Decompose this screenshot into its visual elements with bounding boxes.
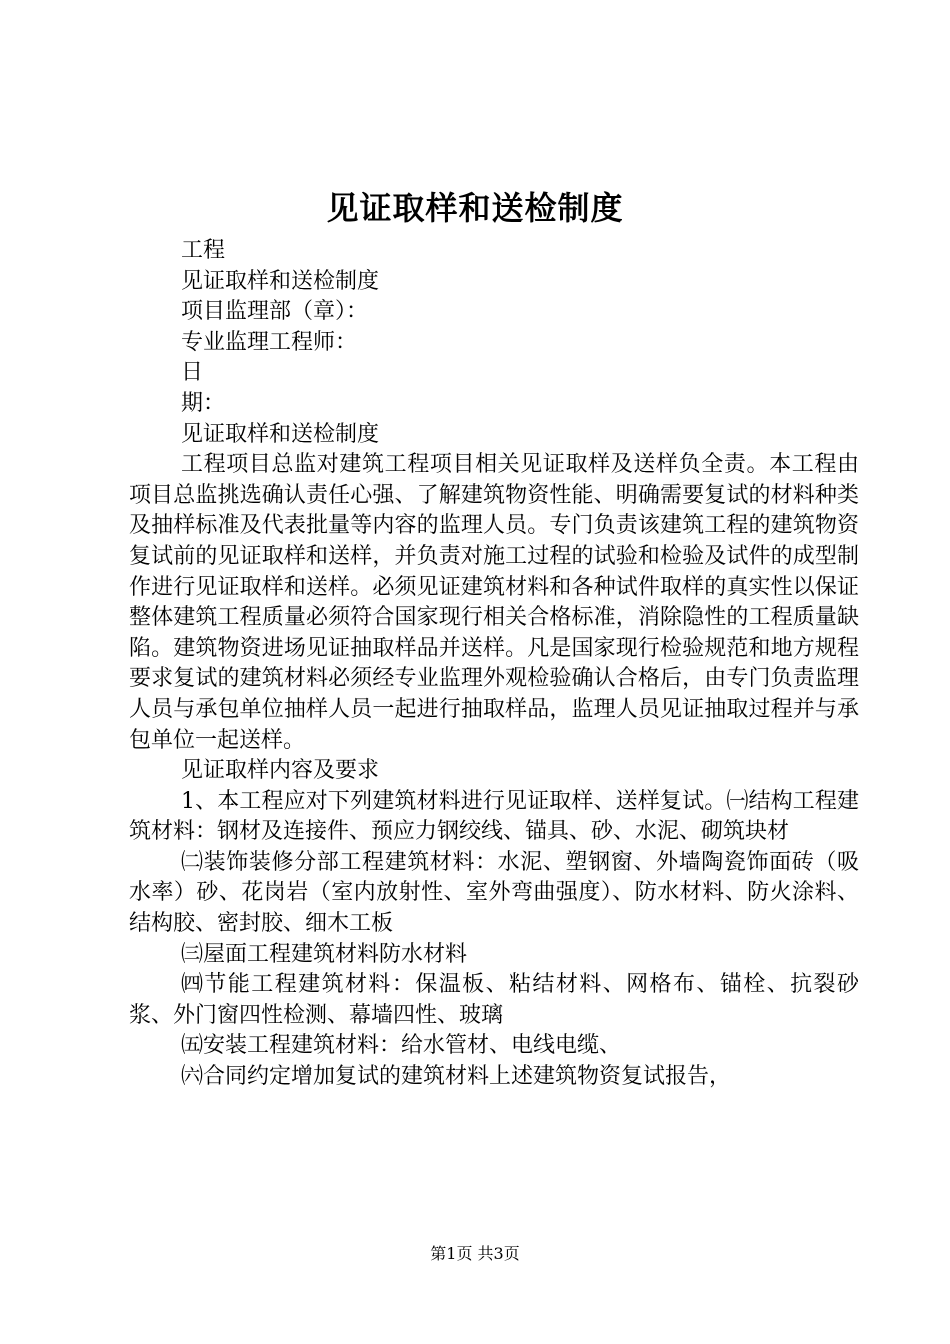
subheading: 见证取样内容及要求	[181, 758, 380, 784]
cover-project: 工程	[181, 238, 226, 263]
page-footer: 第1页 共3页	[430, 1244, 520, 1263]
document-content	[129, 236, 859, 1093]
list-item-4: ㈣节能工程建筑材料：保温板、粘结材料、网格布、锚栓、抗裂砂浆、外门窗四性检测、幕墙四性、玻璃	[129, 972, 859, 1028]
cover-date-label-1: 日	[181, 360, 204, 386]
body-paragraph-1: 工程项目总监对建筑工程项目相关见证取样及送样负全责。本工程由项目总监挑选确认责任心强、了解建筑物资性能、明确需要复试的材料种类及抽样标准及代表批量等内容的监理人员。专门负责该建筑工程的建筑物资复试前的见证取样和送样，并负责对施工过程的试验和检验及试件的成型制作进行见证取样和送样。必须见证建筑材料和各种试件取样的真实性以保证整体建筑工程质量必须符合国家现行相关合格标准，消除隐性的工程质量缺陷。建筑物资进场见证抽取样品并送样。凡是国家现行检验规范和地方规程要求复试的建筑材料必须经专业监理外观检验确认合格后，由专门负责监理人员与承包单位抽样人员一起进行抽取样品，监理人员见证抽取过程并与承包单位一起送样。	[129, 452, 859, 753]
cover-date-label-2: 期：	[181, 390, 226, 416]
list-item-6: ㈥合同约定增加复试的建筑材料上述建筑物资复试报告，	[181, 1064, 732, 1090]
list-item-5: ㈤安装工程建筑材料：给水管材、电线电缆、	[181, 1033, 622, 1059]
list-item-2: ㈡装饰装修分部工程建筑材料：水泥、塑钢窗、外墙陶瓷饰面砖（吸水率）砂、花岗岩（室内放射性、室外弯曲强度）、防水材料、防火涂料、结构胶、密封胶、细木工板	[129, 849, 859, 937]
cover-engineer: 专业监理工程师：	[181, 329, 358, 355]
list-item-1: 1、本工程应对下列建筑材料进行见证取样、送样复试。㈠结构工程建筑材料：钢材及连接件、预应力钢绞线、锚具、砂、水泥、砌筑块材	[129, 788, 859, 845]
section-title: 见证取样和送检制度	[181, 421, 380, 447]
cover-doc-name: 见证取样和送检制度	[181, 268, 380, 294]
list-item-3: ㈢屋面工程建筑材料防水材料	[181, 941, 468, 967]
document-title: 见证取样和送检制度	[326, 189, 624, 227]
cover-dept: 项目监理部（章）：	[181, 299, 369, 325]
